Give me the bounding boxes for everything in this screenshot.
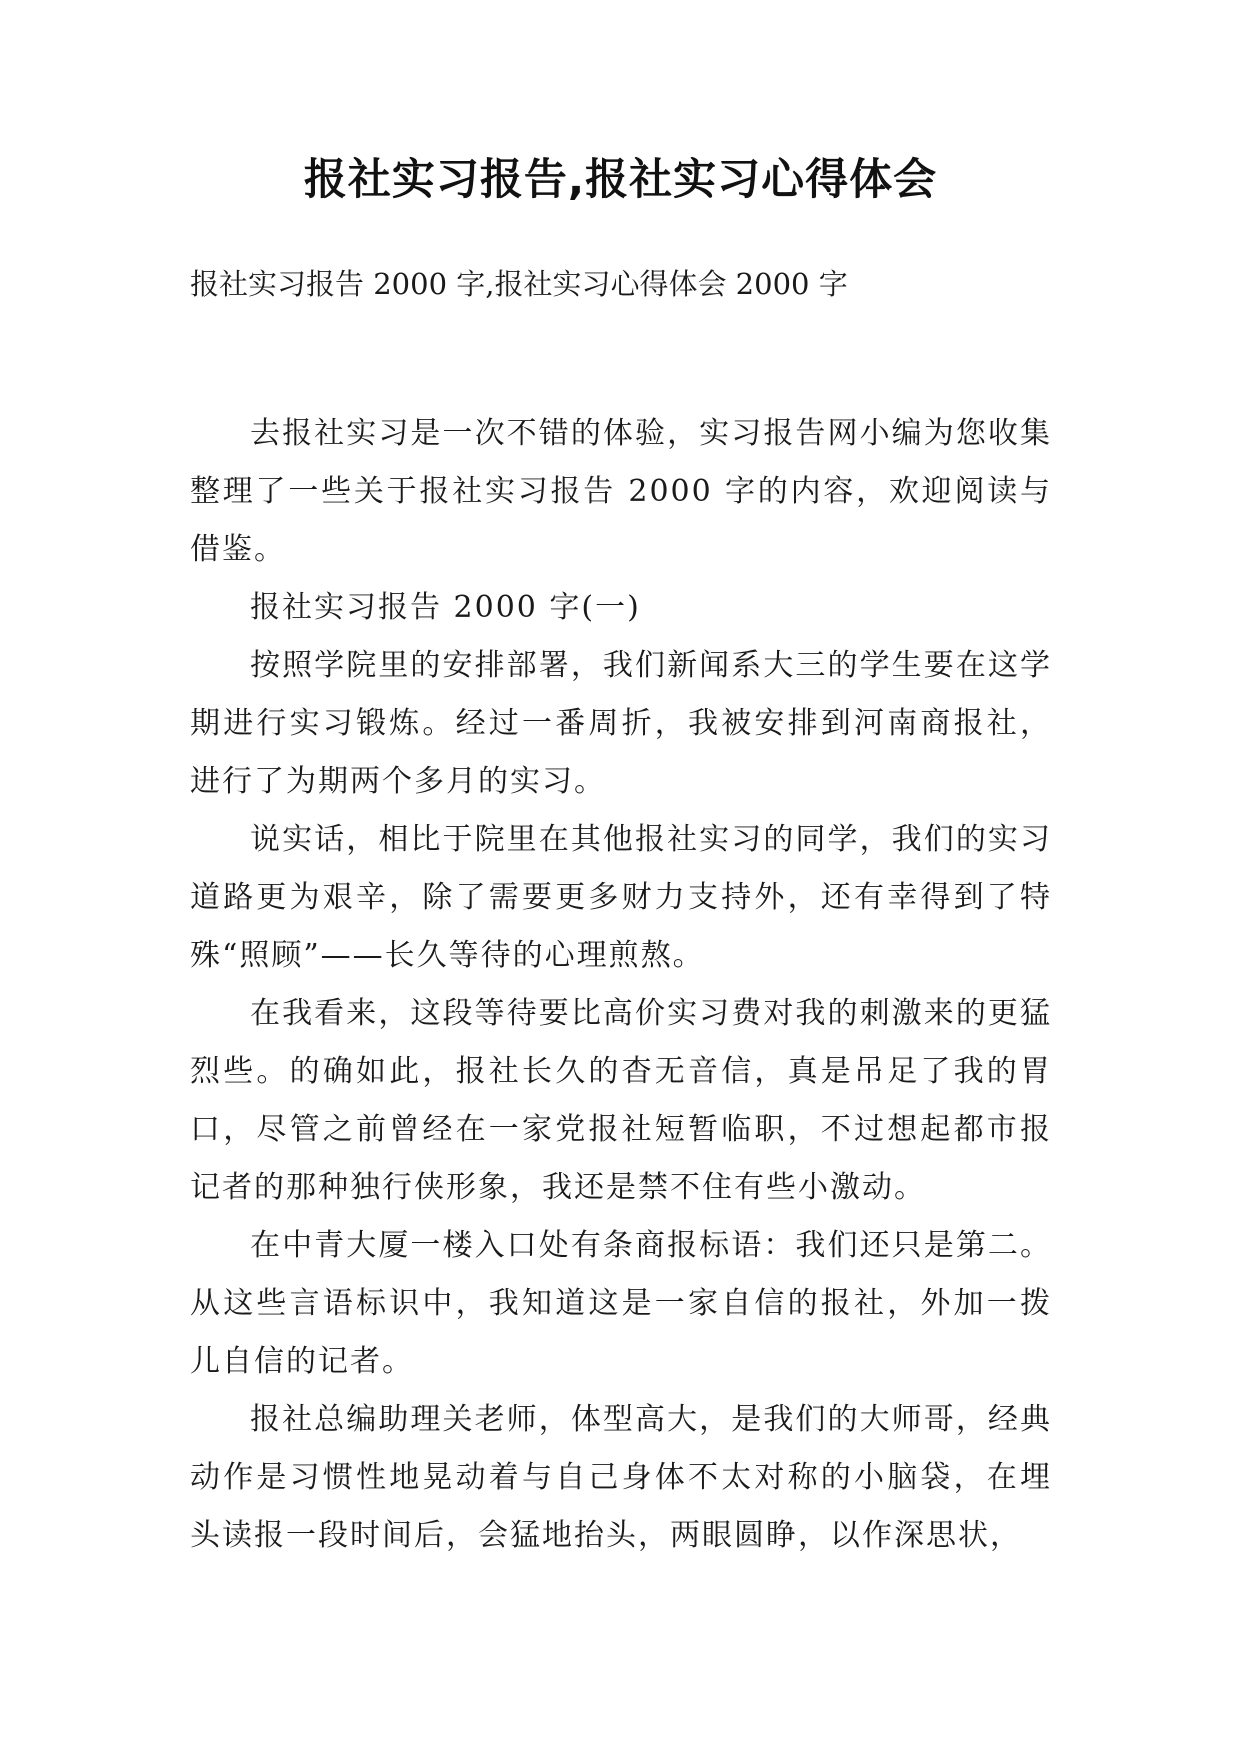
paragraph-section-heading: 报社实习报告 2000 字(一) [250, 590, 641, 625]
paragraph: 在我看来，这段等待要比高价实习费对我的刺激来的更猛烈些。的确如此，报社长久的杳无音信，真是吊足了我的胃口，尽管之前曾经在一家党报社短暂临职，不过想起都市报记者的那种独行侠形象，我还是禁不住有些小激动。 [190, 996, 1052, 1205]
document-subtitle: 报社实习报告 2000 字,报社实习心得体会 2000 字 [190, 267, 848, 301]
document-body [190, 405, 1052, 1565]
document-title: 报社实习报告,报社实习心得体会 [303, 155, 938, 205]
paragraph: 报社总编助理关老师，体型高大，是我们的大师哥，经典动作是习惯性地晃动着与自己身体不太对称的小脑袋，在埋头读报一段时间后，会猛地抬头，两眼圆睁，以作深思状， [190, 1402, 1052, 1553]
paragraph: 在中青大厦一楼入口处有条商报标语：我们还只是第二。从这些言语标识中，我知道这是一家自信的报社，外加一拨儿自信的记者。 [190, 1228, 1052, 1379]
paragraph: 按照学院里的安排部署，我们新闻系大三的学生要在这学期进行实习锻炼。经过一番周折，我被安排到河南商报社，进行了为期两个多月的实习。 [190, 648, 1052, 799]
paragraph-intro: 去报社实习是一次不错的体验，实习报告网小编为您收集整理了一些关于报社实习报告 2000 字的内容，欢迎阅读与借鉴。 [190, 416, 1052, 567]
paragraph: 说实话，相比于院里在其他报社实习的同学，我们的实习道路更为艰辛，除了需要更多财力支持外，还有幸得到了特殊“照顾”——长久等待的心理煎熬。 [190, 822, 1052, 973]
